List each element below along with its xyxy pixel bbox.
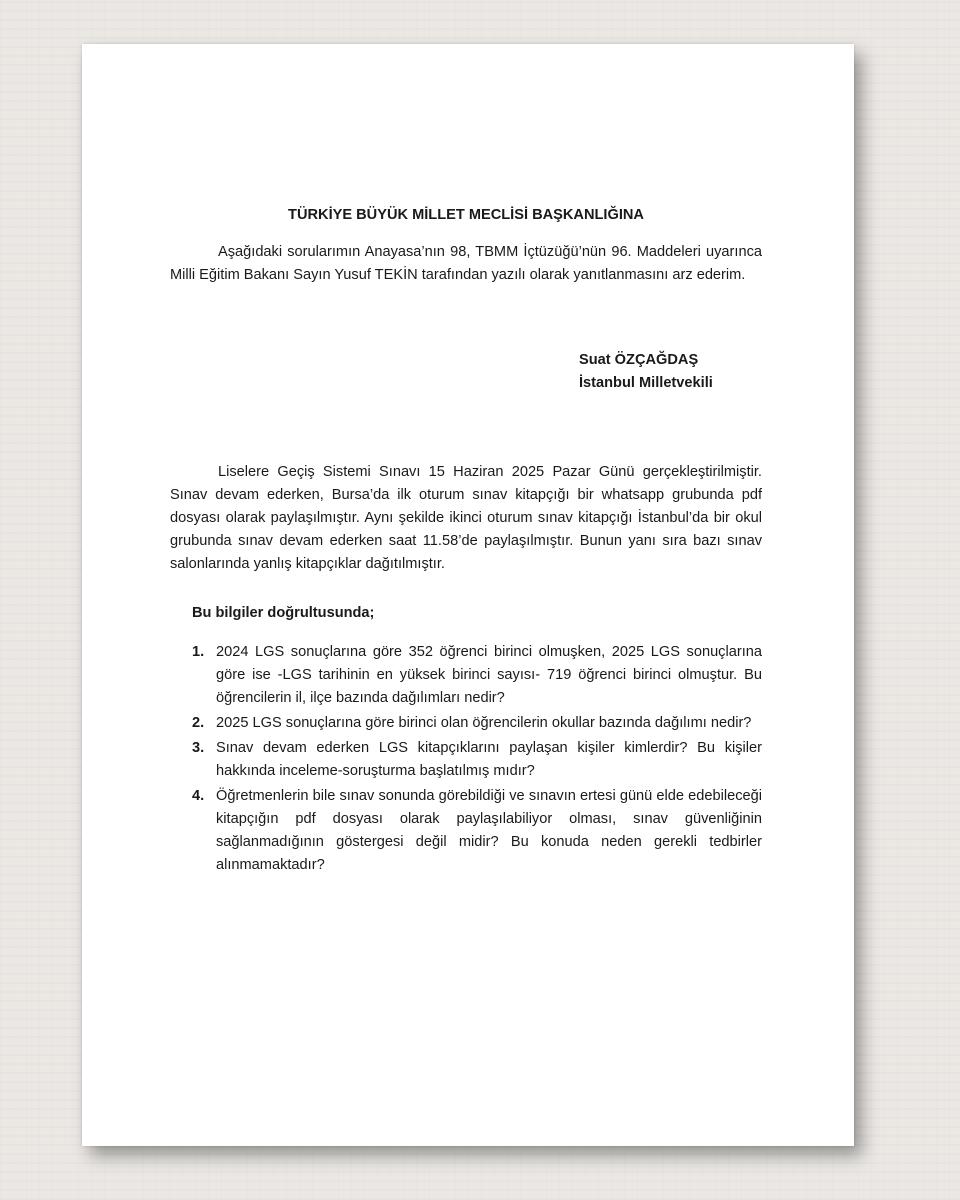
question-text: Öğretmenlerin bile sınav sonunda görebildiği ve sınavın ertesi günü elde edebileceği kitapçığın pdf dosyası olarak paylaşılabiliyor olması, sınav güvenliğinin sağlanmadığının göstergesi değil midir? Bu konuda neden gerekli tedbirler alınmamaktadır?: [216, 788, 762, 873]
question-number: 2.: [192, 715, 205, 731]
signature-role: İstanbul Milletvekili: [579, 375, 713, 391]
body-paragraph: Liselere Geçiş Sistemi Sınavı 15 Haziran 2025 Pazar Günü gerçekleştirilmiştir. Sınav devam ederken, Bursa’da ilk oturum sınav kitapçığı bir whatsapp grubunda pdf dosyası olarak paylaşılmıştır. Aynı şekilde ikinci oturum sınav kitapçığı İstanbul’da bir okul grubunda sınav devam ederken saat 11.58’de paylaşılmıştır. Bunun yanı sıra bazı sınav salonlarında yanlış kitapçıklar dağıtılmıştır.: [170, 464, 762, 572]
question-number: 4.: [192, 788, 205, 804]
list-item: [192, 737, 762, 783]
question-text: 2025 LGS sonuçlarına göre birinci olan öğrencilerin okullar bazında dağılımı nedir?: [216, 715, 752, 731]
signature-name: Suat ÖZÇAĞDAŞ: [579, 352, 699, 368]
question-text: 2024 LGS sonuçlarına göre 352 öğrenci birinci olmuşken, 2025 LGS sonuçlarına göre ise -LGS tarihinin en yüksek birinci sayısı- 719 öğrenci birinci olmuştur. Bu öğrencilerin il, ilçe bazında dağılımları nedir?: [216, 644, 762, 706]
subheading: Bu bilgiler doğrultusunda;: [192, 605, 375, 621]
question-number: 1.: [192, 644, 205, 660]
list-item: [192, 785, 762, 877]
document-title: TÜRKİYE BÜYÜK MİLLET MECLİSİ BAŞKANLIĞINA: [288, 207, 644, 223]
signature-block: [170, 349, 762, 395]
question-text: Sınav devam ederken LGS kitapçıklarını paylaşan kişiler kimlerdir? Bu kişiler hakkında inceleme-soruşturma başlatılmış mıdır?: [216, 740, 762, 779]
document-page: [82, 44, 854, 1146]
question-number: 3.: [192, 740, 205, 756]
list-item: [192, 712, 762, 735]
document-content: [170, 204, 762, 879]
intro-paragraph: Aşağıdaki sorularımın Anayasa’nın 98, TBMM İçtüzüğü’nün 96. Maddeleri uyarınca Milli Eğitim Bakanı Sayın Yusuf TEKİN tarafından yazılı olarak yanıtlanmasını arz ederim.: [170, 244, 762, 283]
list-item: [192, 641, 762, 710]
question-list: [170, 641, 762, 877]
